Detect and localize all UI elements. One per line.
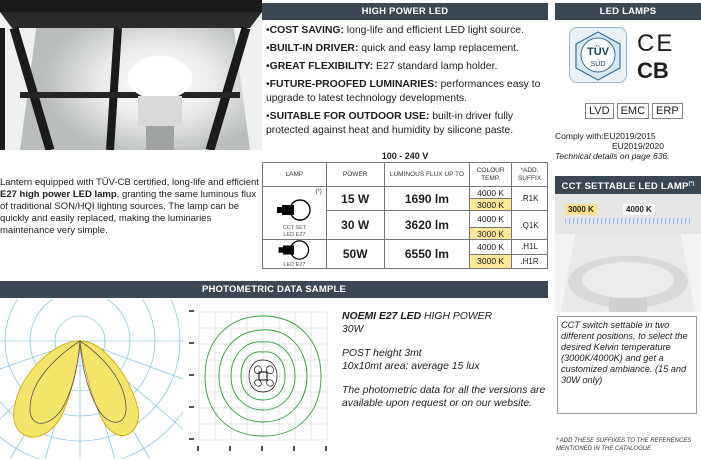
- high-power-led-header: HIGH POWER LED: [262, 3, 548, 20]
- feature-item: •FUTURE-PROOFED LUMINARIES: performances easy to upgrade to latest technology developments.: [266, 79, 541, 104]
- product-description: Lantern equipped with TÜV-CB certified, long-life and efficient E27 high power LED lamp, granting the same luminous flux of traditional SON/HQI lighting sources. The lamp can be quickly and easily replaced, making the luminaries maintenance very simple.: [0, 177, 259, 236]
- sud-text: SÜD: [590, 61, 606, 68]
- cct-switch: [563, 204, 695, 228]
- technical-details: Technical details on page 636.: [555, 151, 670, 161]
- feature-item: •GREAT FLEXIBILITY: E27 standard lamp holder.: [266, 61, 498, 72]
- flux-cell: 6550 lm: [384, 240, 470, 269]
- model-name: NOEMI E27 LED: [342, 311, 422, 322]
- feature-item: •COST SAVING: long-life and efficient LED light source.: [266, 25, 524, 36]
- suffix-cell: .H1L: [512, 240, 548, 255]
- cct-description: CCT switch settable in two different positions, to select the desired Kelvin temperature (3000K/4000K) and get a customized ambiance. (15 and 30W only): [557, 316, 697, 414]
- erp-badge: ERP: [652, 103, 683, 119]
- wattage: 30W: [342, 323, 364, 335]
- note-star: (*): [315, 189, 322, 195]
- lamp-caption: LED E27: [283, 262, 306, 268]
- photometric-text: NOEMI E27 LED HIGH POWER 30W POST height 3mt 10x10mt area: average 15 lux The photometric data for all the versions are available upon request or on our website.: [342, 311, 546, 409]
- power-cell: 50W: [326, 240, 384, 269]
- flux-cell: 1690 lm: [384, 187, 470, 211]
- table-header-row: [263, 163, 548, 187]
- comply-text: Comply with:EU2019/2015 EU2019/2020 Technical details on page 636.: [555, 131, 701, 161]
- emc-badge: EMC: [617, 103, 649, 119]
- voltage-label: 100 - 240 V: [381, 151, 429, 161]
- feature-item: •SUITABLE FOR OUTDOOR USE: built-in driver fully protected against heat and humidity by silicone paste.: [266, 111, 514, 136]
- footnote: * ADD THESE SUFFIXES TO THE REFERENCES MENTIONED IN THE CATALOGUE: [556, 438, 692, 452]
- features-list: [266, 24, 546, 142]
- temp-cell: 4000 K: [470, 240, 512, 255]
- temp-cell: 3000 K: [470, 199, 512, 211]
- table-row: [263, 240, 548, 255]
- power-cell: 15 W: [326, 187, 384, 211]
- lantern-photo: [0, 0, 262, 150]
- lamp-caption: CCT SET LED E27: [282, 225, 307, 238]
- power-cell: 30 W: [326, 211, 384, 240]
- temp-cell: 4000 K: [470, 211, 512, 228]
- lamp-bulb-icon: [274, 240, 314, 260]
- header-temp: COLOUR TEMP.: [470, 163, 512, 187]
- temp-cell: 3000 K: [470, 228, 512, 240]
- lvd-badge: LVD: [585, 103, 614, 119]
- led-lamps-header: LED LAMPS: [555, 3, 701, 20]
- post-height: POST height 3mt: [342, 348, 422, 359]
- area-average: 10x10mt area: average 15 lux: [342, 360, 480, 372]
- polar-diagram: [0, 299, 183, 459]
- header-suffix: *ADD. SUFFIX: [512, 163, 548, 187]
- photometric-header: PHOTOMETRIC DATA SAMPLE: [0, 281, 548, 298]
- cct-lamp-photo: [555, 194, 701, 312]
- flux-cell: 3620 lm: [384, 211, 470, 240]
- lamp-bulb-icon: [274, 199, 314, 221]
- ce-mark-icon: CE: [637, 30, 675, 57]
- cct-header: CCT SETTABLE LED LAMP(*): [555, 176, 701, 195]
- suffix-cell: .Q1K: [512, 211, 548, 240]
- cb-mark-icon: CB: [637, 58, 669, 83]
- certifications-panel: [555, 21, 701, 129]
- header-power: POWER: [326, 163, 384, 187]
- table-row: [263, 187, 548, 199]
- badge-row: [585, 103, 683, 119]
- header-lamp: LAMP: [263, 163, 327, 187]
- photometric-note: The photometric data for all the versions are available upon request or on our website.: [342, 385, 546, 409]
- lamp-cell-led: [263, 240, 327, 269]
- switch-3000k: 3000 K: [565, 204, 597, 215]
- tuv-certificate-icon: [569, 27, 627, 83]
- lamp-cell-cct: [263, 187, 327, 240]
- tuv-text: TÜV: [587, 46, 609, 58]
- switch-4000k: 4000 K: [623, 204, 655, 215]
- spec-table: [262, 162, 548, 269]
- isolux-diagram: [189, 302, 337, 454]
- temp-cell: 4000 K: [470, 187, 512, 199]
- suffix-cell: .R1K: [512, 187, 548, 211]
- suffix-cell: .H1R: [512, 254, 548, 269]
- header-flux: LUMINOUS FLUX UP TO: [384, 163, 470, 187]
- temp-cell: 3000 K: [470, 254, 512, 269]
- switch-slider: [565, 218, 693, 224]
- feature-item: •BUILT-IN DRIVER: quick and easy lamp replacement.: [266, 43, 519, 54]
